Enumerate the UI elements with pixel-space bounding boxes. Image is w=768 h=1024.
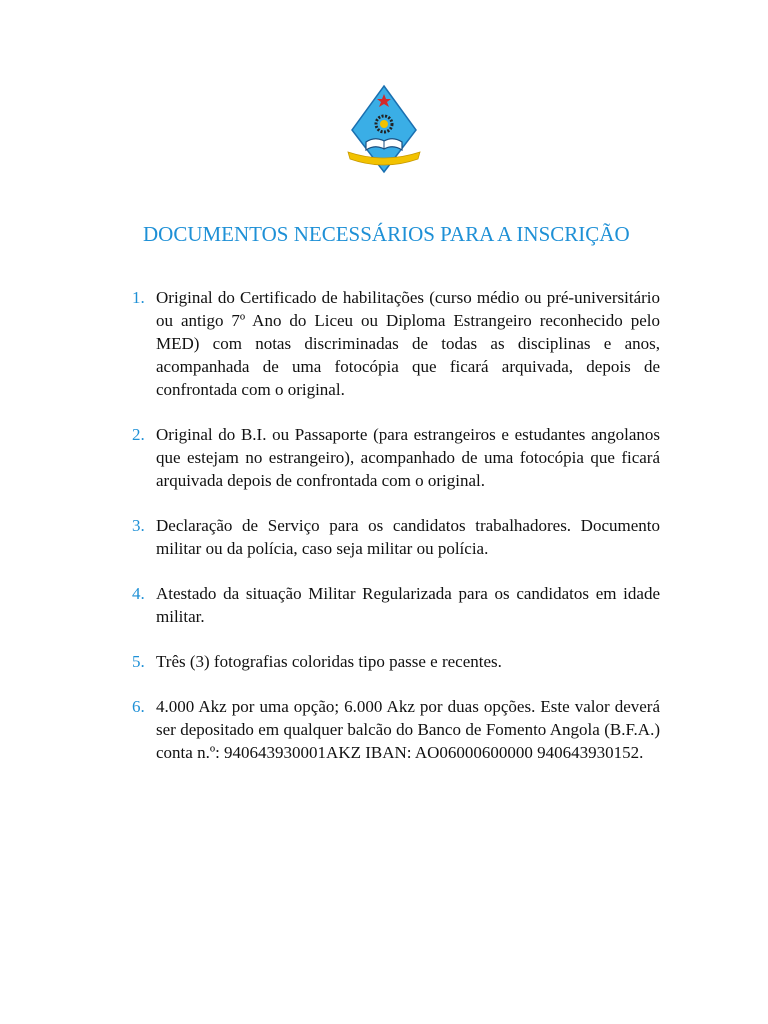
list-item bbox=[126, 650, 660, 673]
requirements-list bbox=[126, 286, 660, 786]
list-item-text: Declaração de Serviço para os candidatos trabalhadores. Documento militar ou da polícia, caso seja militar ou polícia. bbox=[156, 516, 660, 558]
list-item bbox=[126, 423, 660, 492]
list-item-number: 5. bbox=[132, 652, 145, 671]
list-item bbox=[126, 695, 660, 764]
list-item-number: 3. bbox=[132, 516, 145, 535]
institution-emblem-icon bbox=[344, 84, 424, 176]
list-item-text: Três (3) fotografias coloridas tipo passe e recentes. bbox=[156, 652, 502, 671]
list-item-number: 6. bbox=[132, 697, 145, 716]
list-item bbox=[126, 514, 660, 560]
list-item-number: 4. bbox=[132, 584, 145, 603]
list-item bbox=[126, 286, 660, 401]
document-title: DOCUMENTOS NECESSÁRIOS PARA A INSCRIÇÃO bbox=[143, 222, 630, 246]
list-item-text: 4.000 Akz por uma opção; 6.000 Akz por duas opções. Este valor deverá ser depositado em qualquer balcão do Banco de Fomento Angola (B.F.A.) conta n.º: 940643930001AKZ IBAN: AO06000600000 940643930152. bbox=[156, 697, 660, 762]
list-item-text: Original do Certificado de habilitações (curso médio ou pré-universitário ou antigo 7º Ano do Liceu ou Diploma Estrangeiro reconhecido pelo MED) com notas discriminadas de todas as disciplinas e anos, acompanhada de uma fotocópia que ficará arquivada, depois de confrontada com o original. bbox=[156, 288, 660, 399]
list-item-text: Atestado da situação Militar Regularizada para os candidatos em idade militar. bbox=[156, 584, 660, 626]
list-item bbox=[126, 582, 660, 628]
list-item-text: Original do B.I. ou Passaporte (para estrangeiros e estudantes angolanos que estejam no estrangeiro), acompanhado de uma fotocópia que ficará arquivada depois de confrontada com o original. bbox=[156, 425, 660, 490]
list-item-number: 1. bbox=[132, 288, 145, 307]
list-item-number: 2. bbox=[132, 425, 145, 444]
